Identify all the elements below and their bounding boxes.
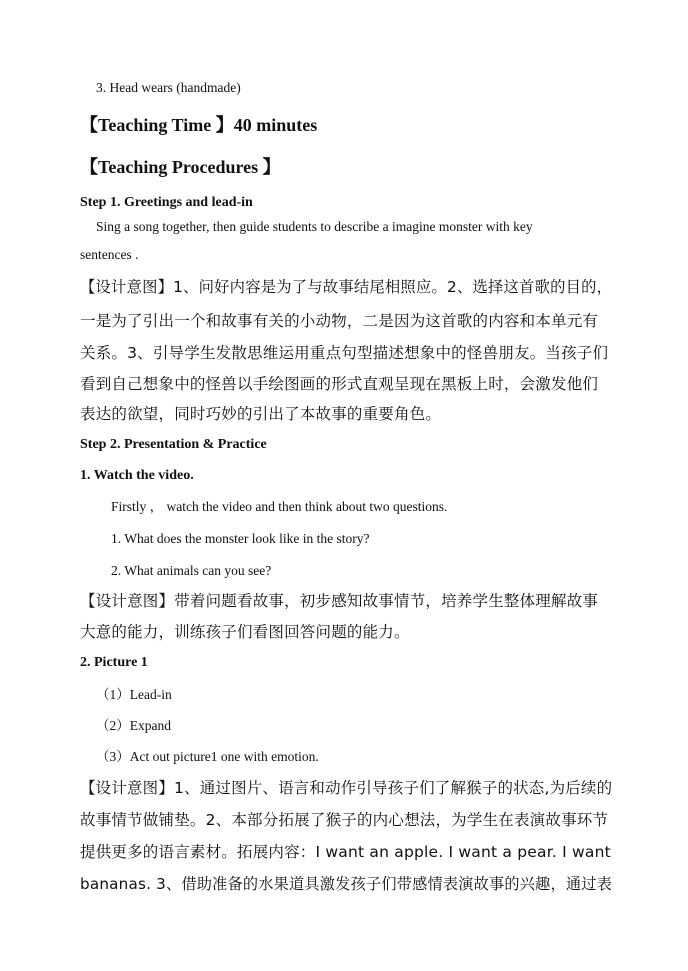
design-intent-1-line-4: 看到自己想象中的怪兽以手绘图画的形式直观呈现在黑板上时，会激发他们 (80, 375, 599, 393)
watch-video-instruction: Firstly ， watch the video and then think about two questions. (111, 499, 448, 514)
teaching-procedures-heading: 【Teaching Procedures 】 (80, 157, 281, 177)
picture-1-item-1: （1）Lead-in (96, 687, 172, 702)
picture-1-item-3: （3）Act out picture1 one with emotion. (96, 749, 319, 764)
design-intent-1-line-1: 【设计意图】1、问好内容是为了与故事结尾相照应。2、选择这首歌的目的， (80, 278, 613, 296)
step-1-text-line-2: sentences . (80, 247, 139, 262)
picture-1-item-2: （2）Expand (96, 718, 171, 733)
design-intent-2-line-1: 【设计意图】带着问题看故事，初步感知故事情节，培养学生整体理解故事 (80, 592, 599, 610)
design-intent-1-line-5: 表达的欲望，同时巧妙的引出了本故事的重要角色。 (80, 405, 442, 423)
design-intent-3-line-3: 提供更多的语言素材。拓展内容：I want an apple. I want a pear. I want (80, 843, 611, 861)
step-2-heading: Step 2. Presentation & Practice (80, 437, 267, 452)
teaching-time-heading: 【Teaching Time 】40 minutes (80, 115, 318, 135)
step-1-heading: Step 1. Greetings and lead-in (80, 195, 253, 210)
question-2: 2. What animals can you see? (111, 563, 272, 578)
design-intent-1-line-2: 一是为了引出一个和故事有关的小动物，二是因为这首歌的内容和本单元有 (80, 312, 599, 330)
step-1-text-line-1: Sing a song together, then guide students to describe a imagine monster with key (96, 219, 533, 234)
watch-video-heading: 1. Watch the video. (80, 468, 194, 483)
design-intent-2-line-2: 大意的能力，训练孩子们看图回答问题的能力。 (80, 623, 410, 641)
design-intent-3-line-2: 故事情节做铺垫。2、本部分拓展了猴子的内心想法，为学生在表演故事环节 (80, 811, 609, 829)
design-intent-3-line-1: 【设计意图】1、通过图片、语言和动作引导孩子们了解猴子的状态,为后续的 (80, 779, 613, 797)
picture-1-heading: 2. Picture 1 (80, 655, 148, 670)
design-intent-1-line-3: 关系。3、引导学生发散思维运用重点句型描述想象中的怪兽朋友。当孩子们 (80, 344, 609, 362)
design-intent-3-line-4: bananas. 3、借助准备的水果道具激发孩子们带感情表演故事的兴趣，通过表 (80, 875, 613, 893)
question-1: 1. What does the monster look like in the story? (111, 531, 370, 546)
materials-item-3: 3. Head wears (handmade) (96, 80, 241, 95)
